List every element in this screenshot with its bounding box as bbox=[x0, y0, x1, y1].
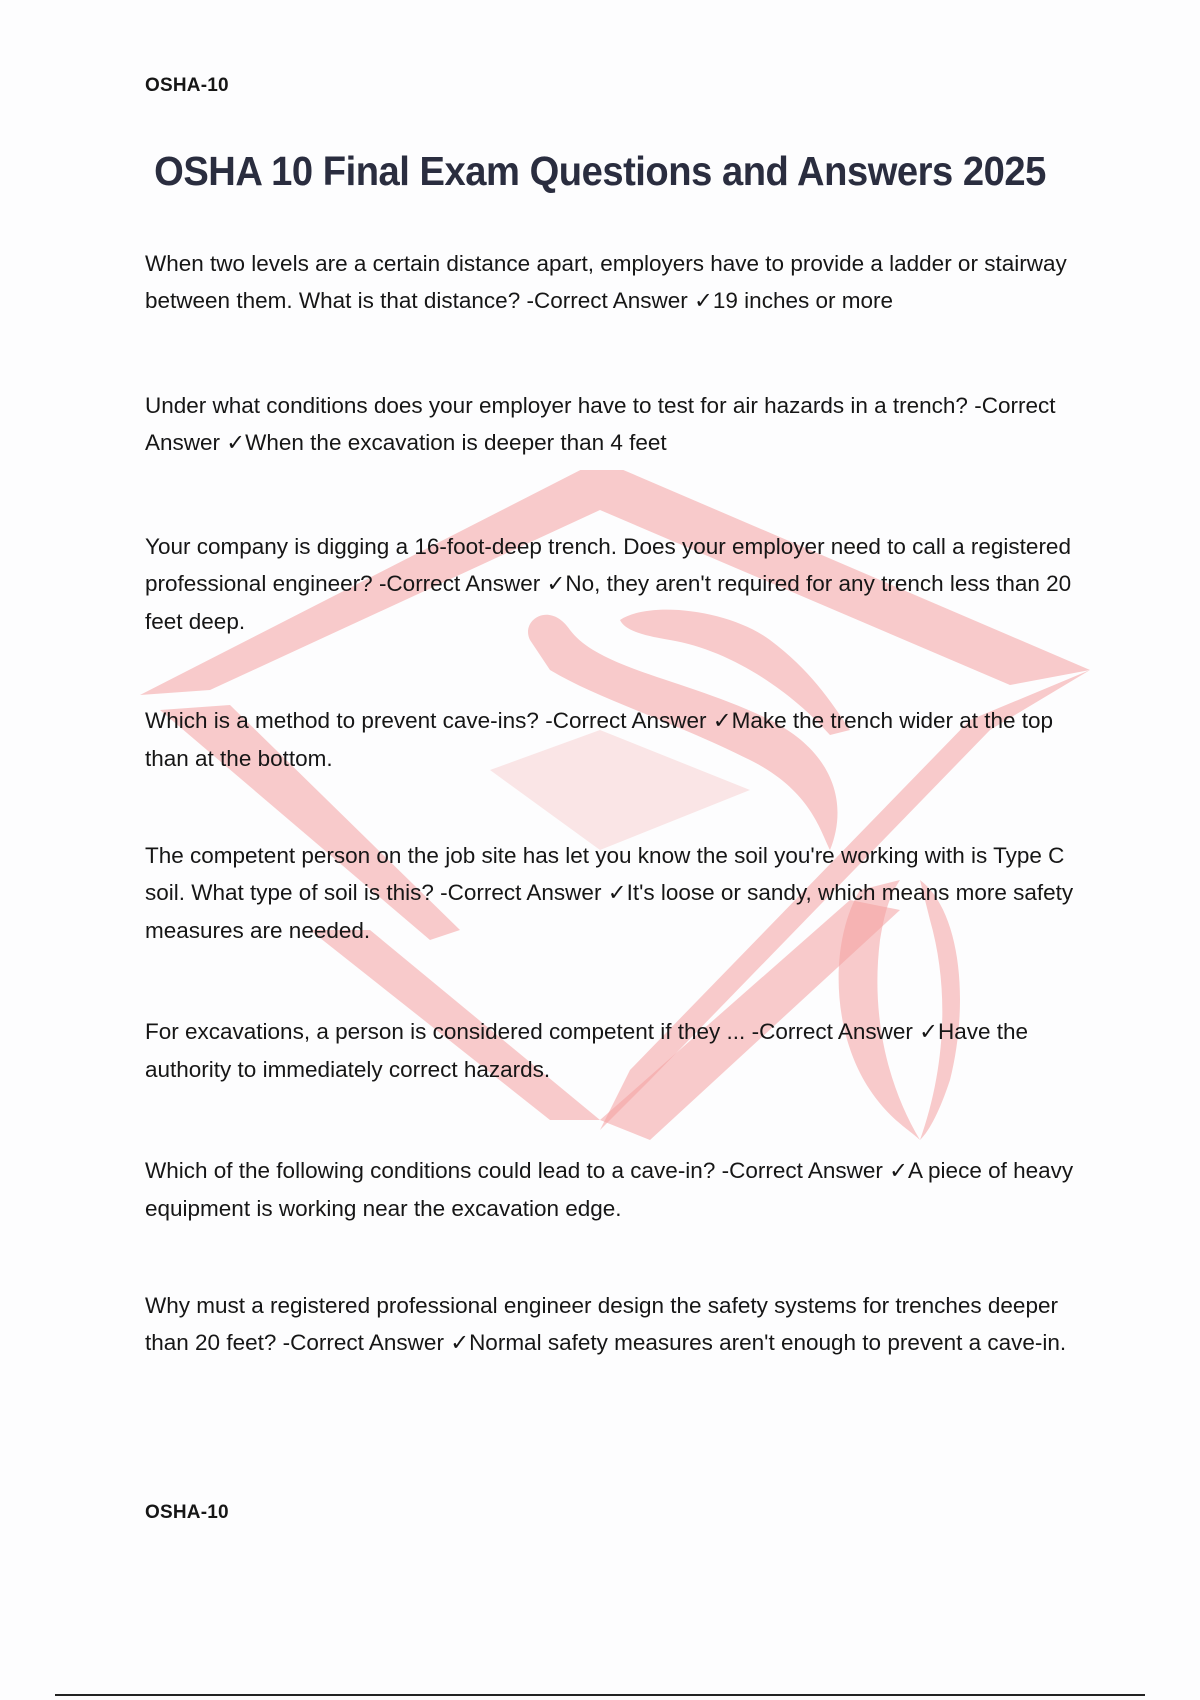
checkmark-icon: ✓ bbox=[226, 430, 246, 456]
answer-text: 19 inches or more bbox=[712, 288, 893, 313]
checkmark-icon: ✓ bbox=[889, 1158, 909, 1184]
answer-text: No, they aren't required for any trench less than 20 feet deep. bbox=[145, 571, 1072, 634]
question-text: When two levels are a certain distance apart, employers have to provide a ladder or stairway between them. What is that distance? bbox=[145, 251, 1067, 313]
question-text: The competent person on the job site has let you know the soil you're working with is Type C soil. What type of soil is this? bbox=[145, 843, 1065, 905]
page-title: OSHA 10 Final Exam Questions and Answers 2025 bbox=[154, 148, 1046, 194]
qa-item bbox=[145, 1013, 1085, 1088]
question-text: For excavations, a person is considered competent if they ... bbox=[145, 1019, 746, 1044]
qa-item bbox=[145, 1287, 1085, 1362]
checkmark-icon: ✓ bbox=[712, 708, 732, 734]
answer-text: When the excavation is deeper than 4 feet bbox=[245, 430, 667, 455]
correct-answer-marker: -Correct Answer bbox=[545, 708, 707, 733]
answer-text: Have the authority to immediately correct hazards. bbox=[145, 1019, 1029, 1082]
question-text: Which is a method to prevent cave-ins? bbox=[145, 708, 539, 733]
answer-text: Normal safety measures aren't enough to prevent a cave-in. bbox=[469, 1330, 1067, 1355]
answer-text: A piece of heavy equipment is working near the excavation edge. bbox=[145, 1158, 1074, 1221]
checkmark-icon: ✓ bbox=[546, 571, 566, 597]
page-bottom-rule bbox=[55, 1694, 1145, 1696]
question-text: Which of the following conditions could lead to a cave-in? bbox=[145, 1158, 716, 1183]
header-label: OSHA-10 bbox=[145, 75, 229, 96]
footer-label: OSHA-10 bbox=[145, 1502, 229, 1523]
correct-answer-marker: -Correct Answer bbox=[378, 571, 541, 596]
correct-answer-marker: -Correct Answer bbox=[526, 288, 688, 313]
correct-answer-marker: -Correct Answer bbox=[751, 1019, 913, 1044]
qa-item bbox=[145, 837, 1085, 949]
checkmark-icon: ✓ bbox=[919, 1019, 938, 1045]
qa-item bbox=[145, 245, 1085, 320]
checkmark-icon: ✓ bbox=[694, 288, 713, 314]
question-text: Why must a registered professional engineer design the safety systems for trenches deeper than 20 feet? bbox=[145, 1293, 1058, 1355]
qa-item bbox=[145, 387, 1085, 462]
qa-item bbox=[145, 528, 1085, 640]
question-text: Your company is digging a 16-foot-deep trench. Does your employer need to call a registered professional engineer? bbox=[145, 534, 1071, 596]
checkmark-icon: ✓ bbox=[450, 1330, 470, 1356]
answer-text: It's loose or sandy, which means more safety measures are needed. bbox=[145, 880, 1074, 943]
correct-answer-marker: -Correct Answer bbox=[721, 1158, 883, 1183]
correct-answer-marker: -Correct Answer bbox=[282, 1330, 444, 1355]
qa-item bbox=[145, 1152, 1085, 1227]
answer-text: Make the trench wider at the top than at the bottom. bbox=[145, 708, 1054, 771]
question-text: Under what conditions does your employer have to test for air hazards in a trench? bbox=[145, 393, 968, 418]
checkmark-icon: ✓ bbox=[607, 880, 627, 906]
qa-item bbox=[145, 702, 1085, 777]
correct-answer-marker: -Correct Answer bbox=[440, 880, 602, 905]
correct-answer-marker: -Correct Answer bbox=[145, 393, 1056, 455]
